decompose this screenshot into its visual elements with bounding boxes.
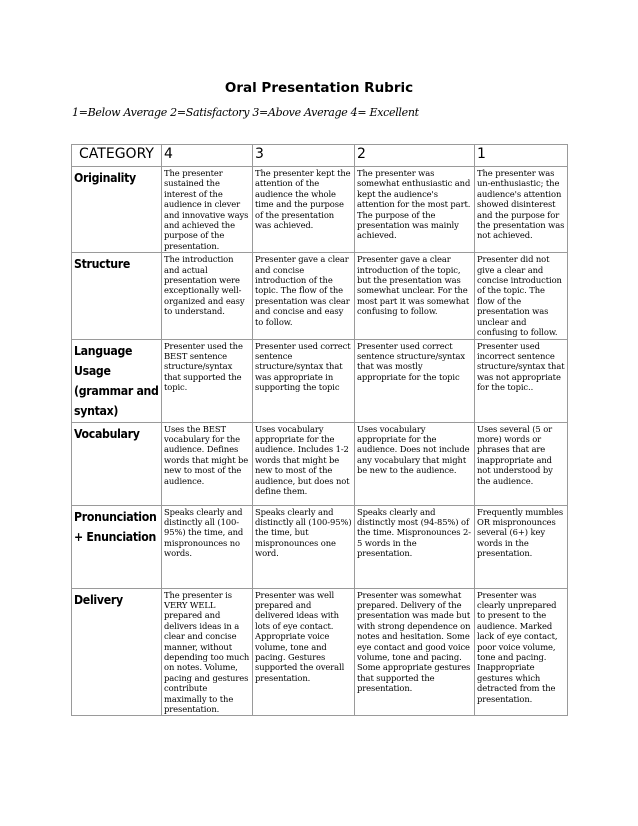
criteria-cell: Speaks clearly and distinctly all (100-95%) the time, and mispronounces no words.: [162, 505, 253, 588]
criteria-cell: Presenter did not give a clear and concise introduction of the topic. The flow of the presentation was unclear and confusing to follow.: [475, 253, 568, 339]
criteria-cell: Presenter was somewhat prepared. Delivery of the presentation was made but with strong dependence on notes and hesitation. Some eye contact and good voice volume, tone and pacing. Some appropriate gestures that supported the presentation.: [355, 588, 475, 716]
category-label: Vocabulary: [72, 422, 162, 505]
criteria-cell: Presenter used correct sentence structure/syntax that was appropriate in supporting the topic: [253, 339, 355, 422]
criteria-cell: Presenter used incorrect sentence structure/syntax that was not appropriate for the topic..: [475, 339, 568, 422]
category-label: Delivery: [72, 588, 162, 716]
criteria-cell: The presenter was un-enthusiastic; the audience's attention showed disinterest and the purpose for the presentation was not achieved.: [475, 167, 568, 253]
criteria-cell: Presenter used the BEST sentence structure/syntax that supported the topic.: [162, 339, 253, 422]
criteria-cell: The presenter sustained the interest of the audience in clever and innovative ways and achieved the purpose of the presentation.: [162, 167, 253, 253]
rubric-table: [71, 144, 568, 716]
table-row-pronunciation: [72, 505, 568, 588]
rating-scale: 1=Below Average 2=Satisfactory 3=Above Average 4= Excellent: [72, 106, 419, 119]
category-label: Originality: [72, 167, 162, 253]
table-row-originality: [72, 167, 568, 253]
criteria-cell: Uses vocabulary appropriate for the audience. Includes 1-2 words that might be new to most of the audience, but does not define them.: [253, 422, 355, 505]
criteria-cell: The introduction and actual presentation were exceptionally well- organized and easy to understand.: [162, 253, 253, 339]
criteria-cell: Uses vocabulary appropriate for the audience. Does not include any vocabulary that might be new to the audience.: [355, 422, 475, 505]
criteria-cell: Presenter gave a clear introduction of the topic, but the presentation was somewhat unclear. For the most part it was somewhat confusing to follow.: [355, 253, 475, 339]
criteria-cell: The presenter is VERY WELL prepared and delivers ideas in a clear and concise manner, without depending too much on notes. Volume, pacing and gestures contribute maximally to the presentation.: [162, 588, 253, 716]
header-score-4: 4: [162, 145, 253, 167]
criteria-cell: Speaks clearly and distinctly most (94-85%) of the time. Mispronounces 2-5 words in the presentation.: [355, 505, 475, 588]
category-label: Pronunciation + Enunciation: [72, 505, 162, 588]
criteria-cell: Uses the BEST vocabulary for the audience. Defines words that might be new to most of the audience.: [162, 422, 253, 505]
table-row-vocabulary: [72, 422, 568, 505]
category-label: Language Usage (grammar and syntax): [72, 339, 162, 422]
header-score-1: 1: [475, 145, 568, 167]
criteria-cell: Frequently mumbles OR mispronounces several (6+) key words in the presentation.: [475, 505, 568, 588]
criteria-cell: The presenter kept the attention of the audience the whole time and the purpose of the presentation was achieved.: [253, 167, 355, 253]
criteria-cell: The presenter was somewhat enthusiastic and kept the audience's attention for the most part. The purpose of the presentation was mainly achieved.: [355, 167, 475, 253]
header-row: [72, 145, 568, 167]
table-row-structure: [72, 253, 568, 339]
document-title: Oral Presentation Rubric: [224, 80, 414, 96]
criteria-cell: Presenter gave a clear and concise introduction of the topic. The flow of the presentation was clear and concise and easy to follow.: [253, 253, 355, 339]
table-row-delivery: [72, 588, 568, 716]
criteria-cell: Presenter was clearly unprepared to present to the audience. Marked lack of eye contact, poor voice volume, tone and pacing. Inappropriate gestures which detracted from the presentation.: [475, 588, 568, 716]
criteria-cell: Presenter was well prepared and delivered ideas with lots of eye contact. Appropriate voice volume, tone and pacing. Gestures supported the overall presentation.: [253, 588, 355, 716]
table-row-language-usage: [72, 339, 568, 422]
header-score-3: 3: [253, 145, 355, 167]
header-score-2: 2: [355, 145, 475, 167]
criteria-cell: Uses several (5 or more) words or phrases that are inappropriate and not understood by the audience.: [475, 422, 568, 505]
criteria-cell: Speaks clearly and distinctly all (100-95%) the time, but mispronounces one word.: [253, 505, 355, 588]
header-category: CATEGORY: [72, 145, 162, 167]
criteria-cell: Presenter used correct sentence structure/syntax that was mostly appropriate for the topic: [355, 339, 475, 422]
category-label: Structure: [72, 253, 162, 339]
